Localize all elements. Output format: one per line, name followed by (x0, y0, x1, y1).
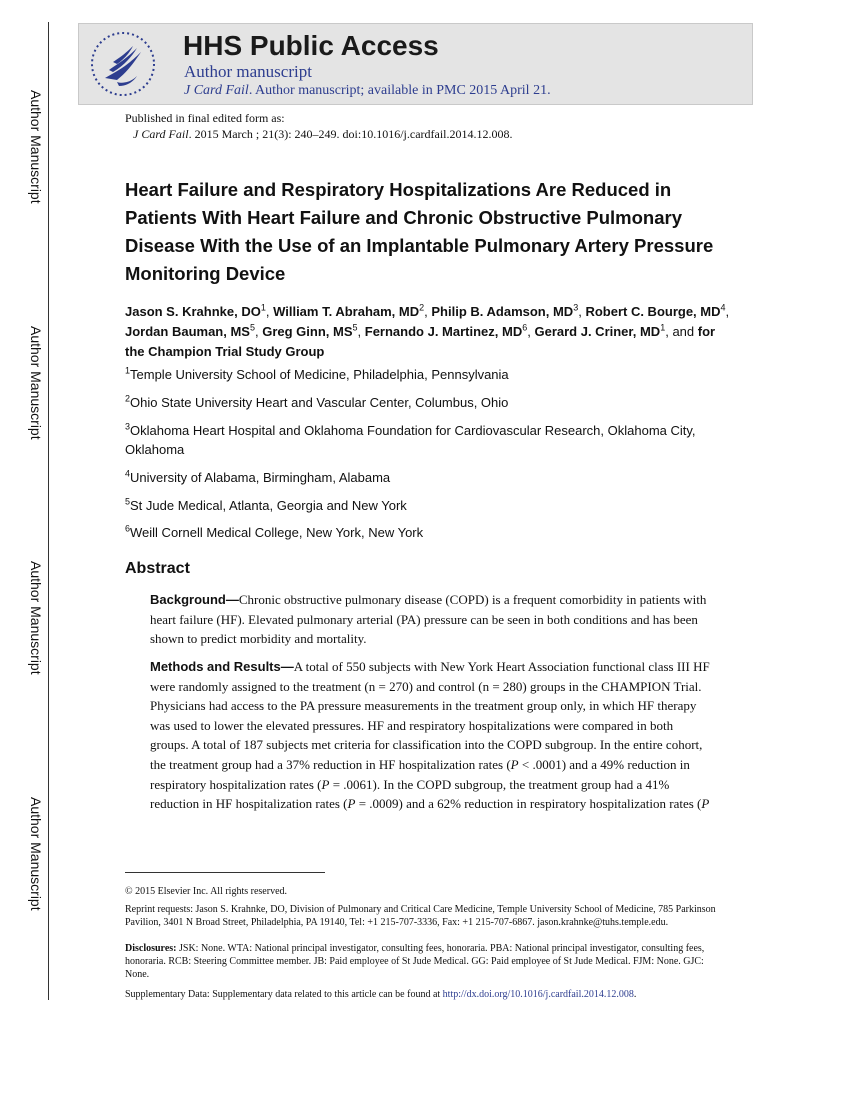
abstract-methods-results: Methods and Results—A total of 550 subjects with New York Heart Association functional class III HF were randomly assigned to the treatment (n = 270) and control (n = 280) groups in the CHAMPION Trial. Physicians had access to the PA pressure measurements in the treatment group only, in which HF therapy was used to lower the elevated pressures. HF and respiratory hospitalizations were compared in both groups. A total of 187 subjects met criteria for classification into the COPD subgroup. In the entire cohort, the treatment group had a 37% reduction in HF hospitalization rates (P < .0001) and a 49% reduction in respiratory hospitalization rates (P = .0061). In the COPD subgroup, the treatment group had a 41% reduction in HF hospitalization rates (P = .0009) and a 62% reduction in respiratory hospitalization rates (P (150, 659, 710, 812)
article-title: Heart Failure and Respiratory Hospitalizations Are Reduced in Patients With Heart Failure and Chronic Obstructive Pulmonary Disease With the Use of an Implantable Pulmonary Artery Pressure Monitoring Device (125, 179, 714, 284)
affiliation: $^6$Weill Cornell Medical College, New York, New York (125, 523, 424, 540)
supplementary-link[interactable]: http://dx.doi.org/10.1016/j.cardfail.2014.12.008 (442, 989, 634, 1000)
abstract-heading: Abstract (125, 560, 190, 577)
author-manuscript-side-label: Author Manuscript (28, 797, 44, 911)
footnote-rule (125, 872, 325, 873)
copyright-note: © 2015 Elsevier Inc. All rights reserved. (125, 886, 288, 897)
affiliation: $^4$University of Alabama, Birmingham, Alabama (125, 468, 391, 485)
author-manuscript-side-label: Author Manuscript (28, 90, 44, 204)
supplementary-data: Supplementary Data: Supplementary data related to this article can be found at http://dx.doi.org/10.1016/j.cardfail.2014.12.008. (125, 989, 637, 1000)
published-info: Published in final edited form as: J Card Fail. 2015 March ; 21(3): 240–249. doi:10.1016/j.cardfail.2014.12.008. (125, 111, 513, 141)
banner-subtitle: Author manuscript (184, 62, 312, 81)
affiliation: $^5$St Jude Medical, Atlanta, Georgia and New York (125, 496, 407, 513)
affiliation: $^1$Temple University School of Medicine, Philadelphia, Pennsylvania (125, 365, 509, 382)
reprint-requests: Reprint requests: Jason S. Krahnke, DO, Division of Pulmonary and Critical Care Medicine, Temple University School of Medicine, 785 Parkinson Pavilion, 3401 N Broad Street, Philadelphia, PA 19140, Tel: +1 215-707-3336, Fax: +1 215-707-6867. jason.krahnke@tuhs.temple.edu. (125, 904, 716, 928)
author-manuscript-side-label: Author Manuscript (28, 561, 44, 675)
banner-citation: J Card Fail. Author manuscript; available in PMC 2015 April 21. (184, 83, 551, 98)
author-manuscript-side-label: Author Manuscript (28, 326, 44, 440)
affiliation: $^3$Oklahoma Heart Hospital and Oklahoma Foundation for Cardiovascular Research, Oklahoma City, Oklahoma (125, 421, 696, 457)
affiliation: $^2$Ohio State University Heart and Vascular Center, Columbus, Ohio (125, 393, 509, 410)
author-list: Jason S. Krahnke, $DO^1$, William T. Abraham, $MD^2$, Philip B. Adamson, $MD^3$, Robert C. Bourge, $MD^4$, Jordan Bauman, $MS^5$, Greg Ginn, $MS^5$, Fernando J. Martinez, $MD^6$, Gerard J. Criner, $MD^1$, and for the Champion Trial Study Group (125, 302, 730, 359)
published-citation: J Card Fail. 2015 March ; 21(3): 240–249. doi:10.1016/j.cardfail.2014.12.008. (133, 127, 513, 141)
abstract-background: Background—Chronic obstructive pulmonary disease (COPD) is a frequent comorbidity in patients with heart failure (HF). Elevated pulmonary arterial (PA) pressure can be seen in both conditions and has been shown to predict morbidity and mortality. (150, 592, 707, 647)
banner-title: HHS Public Access (183, 30, 439, 61)
hhs-eagle-logo-icon (87, 28, 159, 100)
side-rule (48, 22, 49, 1000)
disclosures: Disclosures: JSK: None. WTA: National principal investigator, consulting fees, honoraria. PBA: National principal investigator, consulting fees, honoraria. RCB: Steering Committee member. JB: Paid employee of St Jude Medical. GG: Paid employee of St Jude Medical. FJM: None. GJC: None. (125, 943, 705, 980)
hhs-banner (78, 23, 753, 105)
